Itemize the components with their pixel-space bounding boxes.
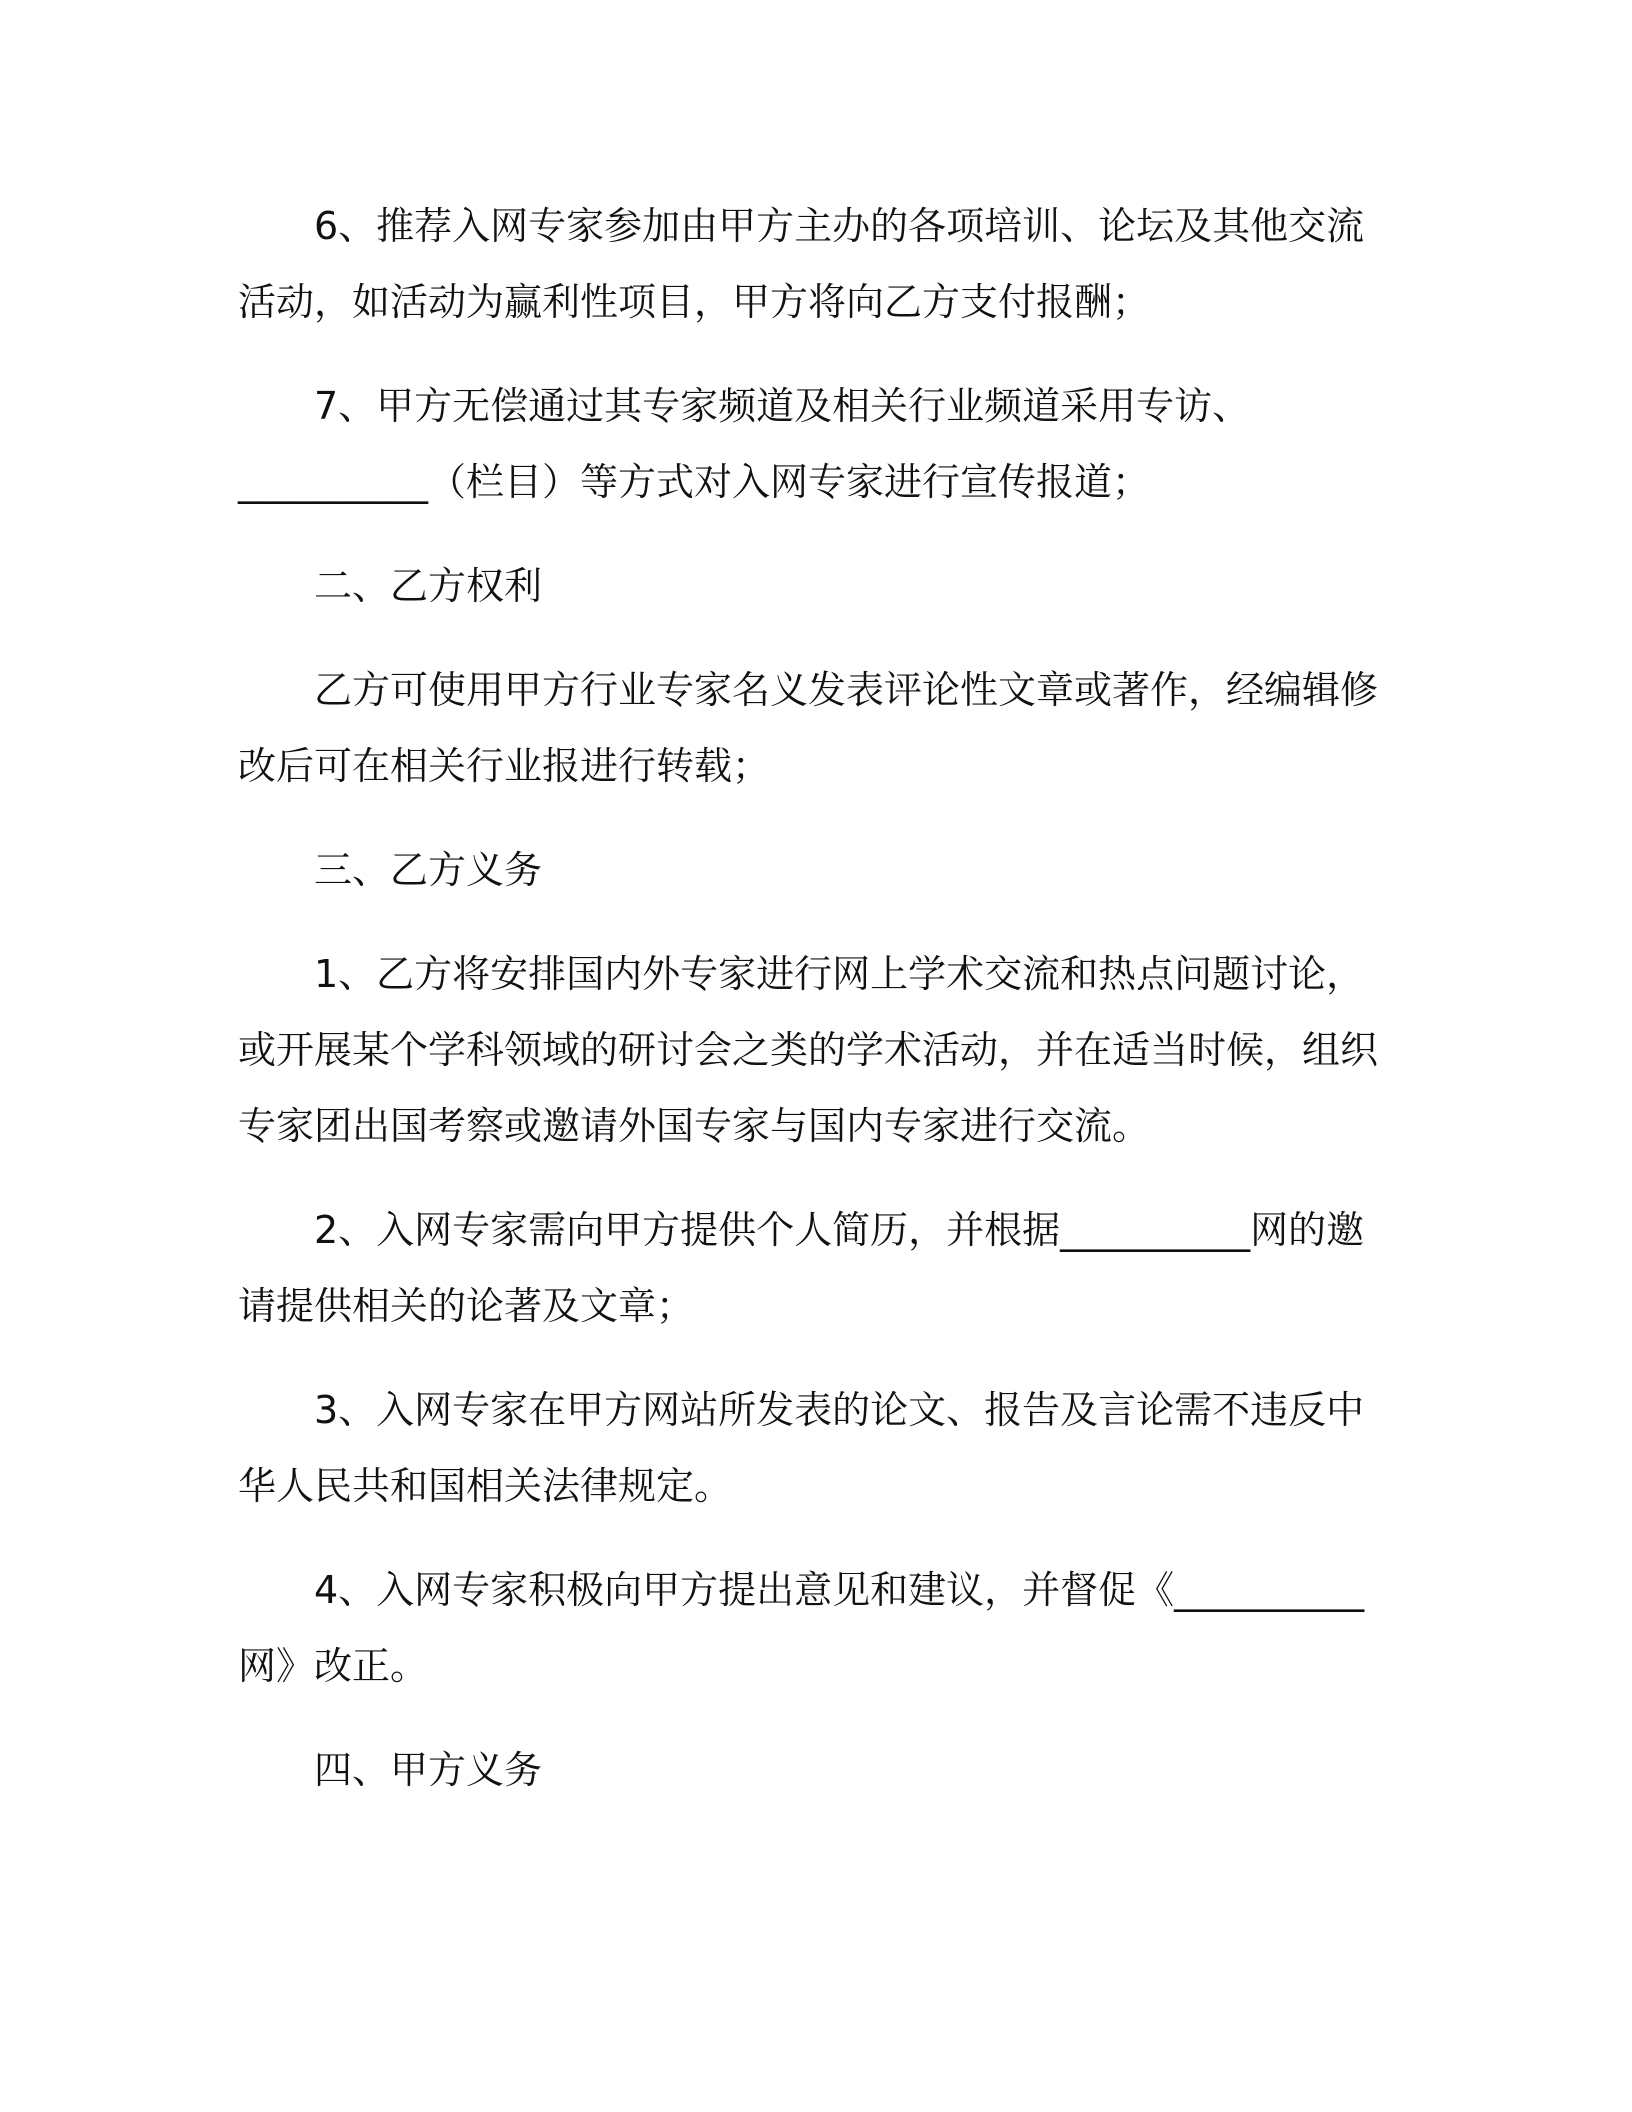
- document-body: [238, 188, 1398, 1836]
- paragraph-obligation-3: 3、入网专家在甲方网站所发表的论文、报告及言论需不违反中华人民共和国相关法律规定。: [238, 1388, 1365, 1508]
- paragraph-obligation-1: 1、乙方将安排国内外专家进行网上学术交流和热点问题讨论，或开展某个学科领域的研讨会之类的学术活动，并在适当时候，组织专家团出国考察或邀请外国专家与国内专家进行交流。: [238, 952, 1379, 1148]
- paragraph-item-7: 7、甲方无偿通过其专家频道及相关行业频道采用专访、__________（栏目）等方式对入网专家进行宣传报道；: [238, 384, 1251, 504]
- paragraph-item-6: 6、推荐入网专家参加由甲方主办的各项培训、论坛及其他交流活动，如活动为赢利性项目，甲方将向乙方支付报酬；: [238, 204, 1365, 324]
- paragraph-party-b-rights: 乙方可使用甲方行业专家名义发表评论性文章或著作，经编辑修改后可在相关行业报进行转载；: [238, 668, 1379, 788]
- section-heading-party-a-obligations: 四、甲方义务: [314, 1748, 543, 1792]
- paragraph-obligation-4: 4、入网专家积极向甲方提出意见和建议，并督促《__________网》改正。: [238, 1568, 1365, 1688]
- section-heading-party-b-rights: 二、乙方权利: [314, 564, 543, 608]
- paragraph-obligation-2: 2、入网专家需向甲方提供个人简历，并根据__________网的邀请提供相关的论著及文章；: [238, 1208, 1365, 1328]
- section-heading-party-b-obligations: 三、乙方义务: [314, 848, 543, 892]
